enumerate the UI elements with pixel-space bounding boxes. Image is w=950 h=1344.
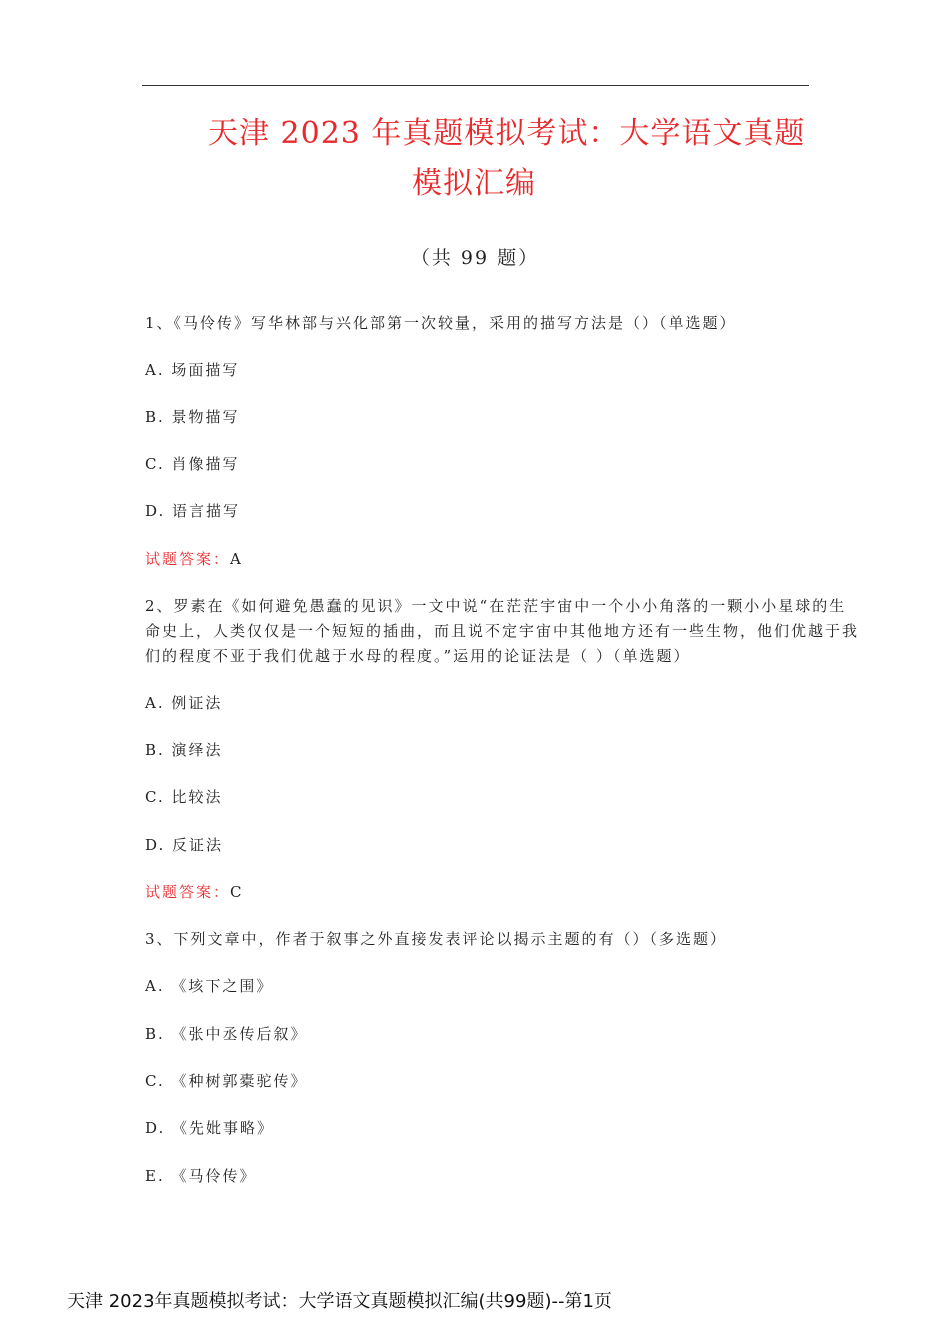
question-2-option-c: C. 比较法 xyxy=(145,788,223,806)
question-2-option-b: B. 演绎法 xyxy=(145,741,223,759)
question-3-option-c: C. 《种树郭橐驼传》 xyxy=(145,1072,308,1090)
question-2-answer xyxy=(145,882,244,902)
page-footer: 天津 2023年真题模拟考试：大学语文真题模拟汇编(共99题)--第1页 xyxy=(67,1291,612,1312)
answer-label: 试题答案： xyxy=(145,883,231,901)
top-rule xyxy=(142,85,809,86)
question-3-option-d: D. 《先妣事略》 xyxy=(145,1119,275,1137)
question-2-stem-line-3: 们的程度不亚于我们优越于水母的程度。”运用的论证法是（ ）（单选题） xyxy=(145,647,691,665)
question-1-stem: 1、《马伶传》写华林部与兴化部第一次较量，采用的描写方法是（）（单选题） xyxy=(145,314,737,332)
document-title-line-2: 模拟汇编 xyxy=(412,166,536,201)
question-1-option-a: A. 场面描写 xyxy=(145,361,240,379)
question-3-stem: 3、下列文章中，作者于叙事之外直接发表评论以揭示主题的有（）（多选题） xyxy=(145,930,728,948)
question-3-option-a: A. 《垓下之围》 xyxy=(145,977,274,995)
document-title-line-1: 天津 2023 年真题模拟考试：大学语文真题 xyxy=(208,116,806,151)
answer-value: A xyxy=(230,550,243,568)
answer-value: C xyxy=(230,883,244,901)
question-1-option-c: C. 肖像描写 xyxy=(145,455,240,473)
question-1-option-d: D. 语言描写 xyxy=(145,502,241,520)
question-3-option-e: E. 《马伶传》 xyxy=(145,1167,257,1185)
question-2-option-d: D. 反证法 xyxy=(145,836,224,854)
question-2-option-a: A. 例证法 xyxy=(145,694,223,712)
answer-label: 试题答案： xyxy=(145,550,231,568)
question-2-stem-line-2: 命史上，人类仅仅是一个短短的插曲，而且说不定宇宙中其他地方还有一些生物，他们优越于我 xyxy=(145,622,860,640)
question-count-subtitle: （共 99 题） xyxy=(410,247,540,269)
question-3-option-b: B. 《张中丞传后叙》 xyxy=(145,1025,308,1043)
question-2-stem-line-1: 2、罗素在《如何避免愚蠢的见识》一文中说“在茫茫宇宙中一个小小角落的一颗小小星球的生 xyxy=(145,597,847,615)
question-1-answer xyxy=(145,549,243,569)
question-1-option-b: B. 景物描写 xyxy=(145,408,240,426)
